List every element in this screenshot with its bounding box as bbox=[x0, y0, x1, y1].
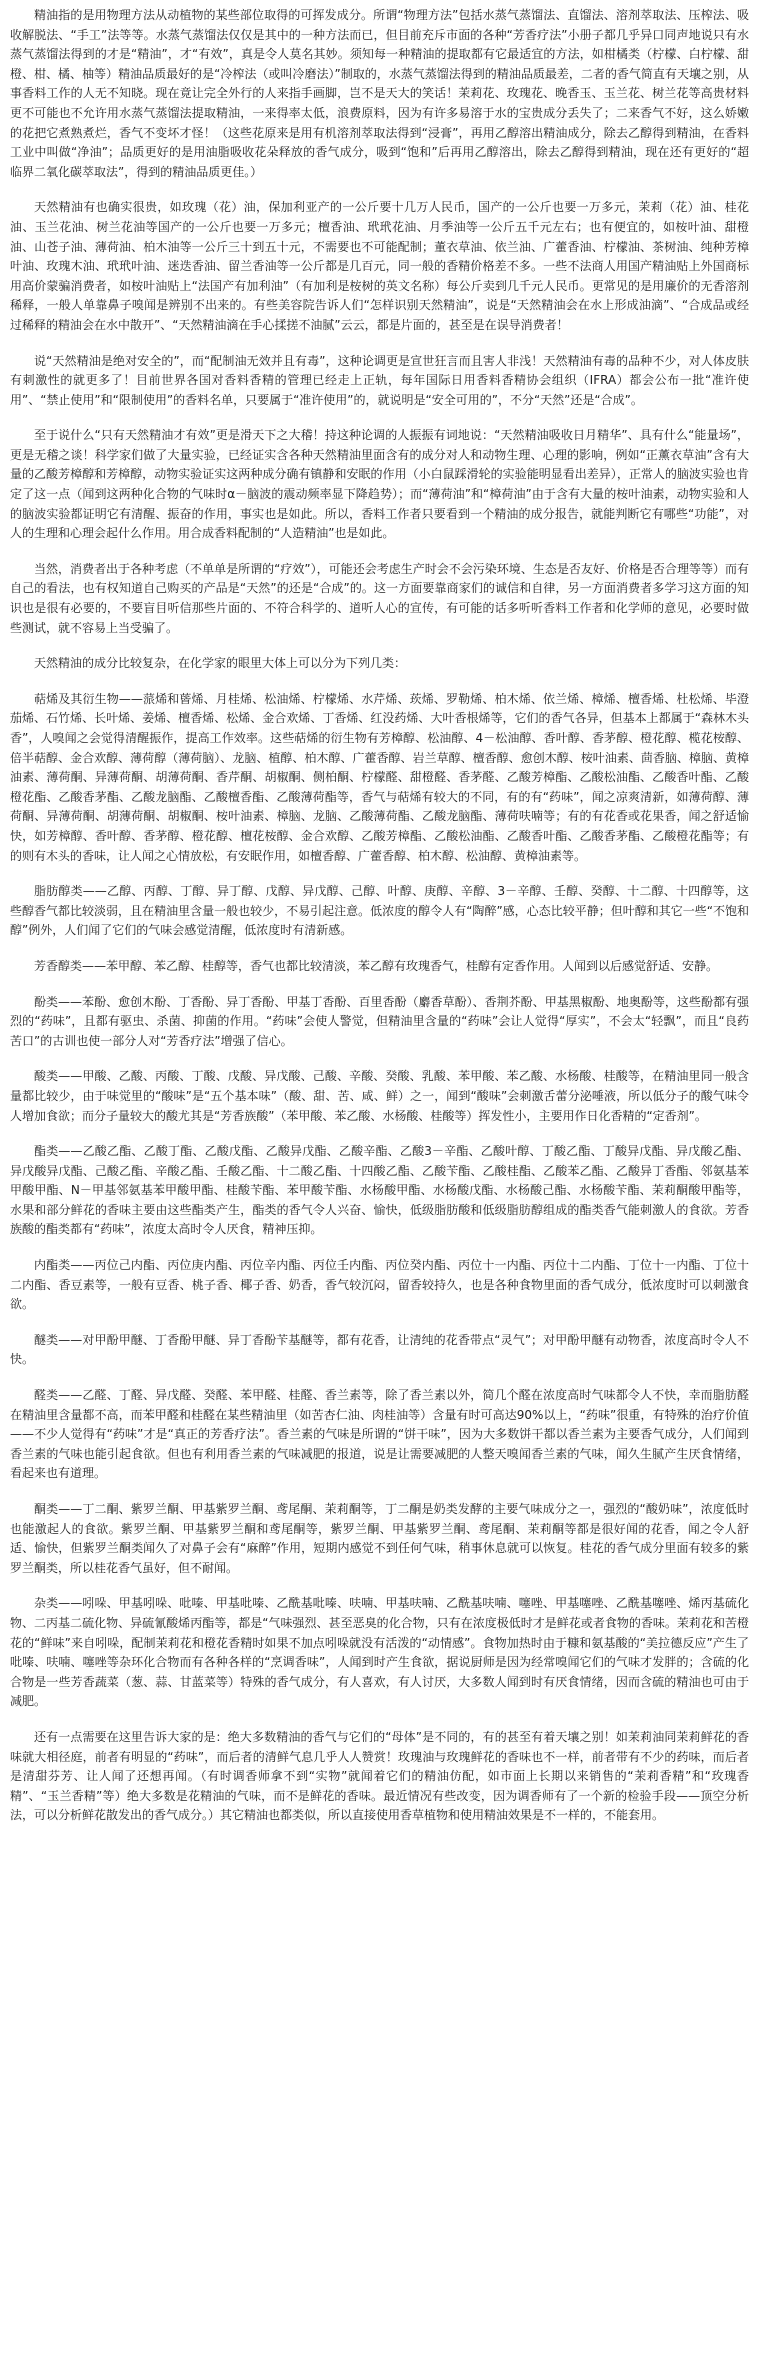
paragraph-esters: 酯类——乙酸乙酯、乙酸丁酯、乙酸戊酯、乙酸异戊酯、乙酸辛酯、乙酸3－辛酯、乙酸叶醇、丁酸乙酯、丁酸异戊酯、异戊酸乙酯、异戊酸异戊酯、己酸乙酯、辛酸乙酯、壬酸乙酯、十二酸乙酯、十四酸乙酯、乙酸苄酯、乙酸桂酯、乙酸苯乙酯、乙酸异丁香酯、邻氨基苯甲酸甲酯、N－甲基邻氨基苯甲酸甲酯、桂酸苄酯、苯甲酸苄酯、水杨酸甲酯、水杨酸戊酯、水杨酸己酯、水杨酸苄酯、茉莉酮酸甲酯等，水果和部分鲜花的香味主要由这些酯类产生，酯类的香气令人兴奋、愉快，低级脂肪酸和低级脂肪醇组成的酯类香气能刺激人的食欲。芳香族酸的酯类都有“药味”，浓度太高时令人厌食，精神压抑。 bbox=[10, 1144, 749, 1237]
paragraph-safety: 说“天然精油是绝对安全的”，而“配制油无效并且有毒”，这种论调更是宣世狂言而且害人非浅！天然精油有毒的品种不少，对人体皮肤有刺激性的就更多了！目前世界各国对香料香精的管理已经走上正轨，每年国际日用香料香精协会组织（IFRA）都会公布一批“准许使用”、“禁止使用”和“限制使用”的香料名单，只要属于“准许使用”的，就说明是“安全可用的”，不分“天然”还是“合成”。 bbox=[10, 353, 749, 407]
article-body bbox=[10, 6, 749, 1826]
paragraph-aliphatic-alcohols: 脂肪醇类——乙醇、丙醇、丁醇、异丁醇、戊醇、异戊醇、己醇、叶醇、庚醇、辛醇、3－辛醇、壬醇、癸醇、十二醇、十四醇等，这些醇香气都比较淡弱，且在精油里含量一般也较少，不易引起注意。低浓度的醇令人有“陶醉”感，心态比较平静；但叶醇和其它一些“不饱和醇”例外，人们闻了它们的气味会感觉清醒，低浓度时有清新感。 bbox=[10, 884, 749, 938]
paragraph-efficacy: 至于说什么“只有天然精油才有效”更是滑天下之大稽！持这种论调的人振振有词地说：“天然精油吸收日月精华”、具有什么“能量场”，更是无稽之谈！科学家们做了大量实验，已经证实含各种天然精油里面含有的成分对人和动物生理、心理的影响，例如“正薰衣草油”含有大量的乙酸芳樟醇和芳樟醇，动物实验证实这两种成分确有镇静和安眠的作用（小白鼠踩滑轮的实验能明显看出差异），正常人的脑波实验也肯定了这一点（闻到这两种化合物的气味时α－脑波的震动频率显下降趋势）；而“薄荷油”和“樟荷油”由于含有大量的桉叶油素，动物实验和人的脑波实验都证明它有清醒、振奋的作用，事实也是如此。所以，香料工作者只要看到一个精油的成分报告，就能判断它有哪些“功能”，对人的生理和心理会起什么作用。用合成香料配制的“人造精油”也是如此。 bbox=[10, 428, 749, 541]
paragraph-miscellaneous: 杂类——吲哚、甲基吲哚、吡嗪、甲基吡嗪、乙酰基吡嗪、呋喃、甲基呋喃、乙酰基呋喃、噻唑、甲基噻唑、乙酰基噻唑、烯丙基硫化物、二丙基二硫化物、异硫氰酸烯丙酯等，都是“气味强烈、甚至恶臭的化合物，只有在浓度极低时才是鲜花或者食物的香味。茉莉花和苦橙花的“鲜味”来自吲哚，配制茉莉花和橙花香精时如果不加点吲哚就没有活泼的“动情感”。食物加热时由于糠和氨基酸的“美拉德反应”产生了吡嗪、呋喃、噻唑等杂环化合物而有各种各样的“烹调香味”，人闻到时产生食欲，据说厨师是因为经常嗅闻它们的气味才发胖的；含硫的化合物是一些芳香蔬菜（葱、蒜、甘蓝菜等）特殊的香气成分，有人喜欢，有人讨厌，大多数人闻到时有厌食情绪，因而含硫的精油也可由于减肥。 bbox=[10, 1596, 749, 1709]
paragraph-ketones: 酮类——丁二酮、紫罗兰酮、甲基紫罗兰酮、鸢尾酮、茉莉酮等，丁二酮是奶类发酵的主要气味成分之一，强烈的“酸奶味”，浓度低时也能激起人的食欲。紫罗兰酮、甲基紫罗兰酮和鸢尾酮等，紫罗兰酮、甲基紫罗兰酮、鸢尾酮、茉莉酮等都是很好闻的花香，闻之令人舒适、愉快，但紫罗兰酮类闻久了对鼻子会有“麻醉”作用，短期内感觉不到任何气味，稍事休息就可以恢复。桂花的香气成分里面有较多的紫罗兰酮类，所以桂花香气虽好，但不耐闻。 bbox=[10, 1502, 749, 1575]
paragraph-fragrance-difference: 还有一点需要在这里告诉大家的是：绝大多数精油的香气与它们的“母体”是不同的，有的甚至有着天壤之别！如茉莉油同茉莉鲜花的香味就大相径庭，前者有明显的“药味”，而后者的清鲜气息几乎人人赞赏！玫瑰油与玫瑰鲜花的香味也不一样，前者带有不少的药味，而后者是清甜芬芳、让人闻了还想再闻。（有时调香师拿不到“实物”就闻着它们的精油仿配，如市面上长期以来销售的“茉莉香精”和“玫瑰香精”、“玉兰香精”等）绝大多数是花精油的气味，而不是鲜花的香味。最近情况有些改变，因为调香师有了一个新的检验手段——顶空分析法，可以分析鲜花散发出的香气成分。）其它精油也都类似，所以直接使用香草植物和使用精油效果是不一样的，不能套用。 bbox=[10, 1729, 749, 1823]
paragraph-phenols: 酚类——苯酚、愈创木酚、丁香酚、异丁香酚、甲基丁香酚、百里香酚（麝香草酚）、香荆芥酚、甲基黑椒酚、地奥酚等，这些酚都有强烈的“药味”，且都有驱虫、杀菌、抑菌的作用。“药味”会使人警觉，但精油里含量的“药味”会让人觉得“厚实”，不会太“轻飘”，而且“良药苦口”的古训也使一部分人对“芳香疗法”增强了信心。 bbox=[10, 994, 749, 1048]
paragraph-terpenes: 萜烯及其衍生物——蒎烯和蒈烯、月桂烯、松油烯、柠檬烯、水芹烯、莰烯、罗勒烯、柏木烯、依兰烯、樟烯、檀香烯、杜松烯、毕澄茄烯、石竹烯、长叶烯、姜烯、檀香烯、松烯、金合欢烯、丁香烯、红没药烯、大叶香根烯等，它们的香气各异，但基本上都属于“森林木头香”，人嗅闻之会觉得清醒振作，提高工作效率。这些萜烯的衍生物有芳樟醇、松油醇、4－松油醇、香叶醇、香茅醇、橙花醇、榄花桉醇、倍半萜醇、金合欢醇、薄荷醇（薄荷脑）、龙脑、植醇、柏木醇、广藿香醇、岩兰草醇、檀香醇、愈创木醇、桉叶油素、茴香脑、樟脑、黄樟油素、薄荷酮、异薄荷酮、胡薄荷酮、香芹酮、胡椒酮、侧柏酮、柠檬醛、甜橙醛、香茅醛、乙酸芳樟酯、乙酸松油酯、乙酸香叶酯、乙酸橙花酯、乙酸香茅酯、乙酸龙脑酯、乙酸檀香酯、乙酸薄荷酯等，香气与萜烯有较大的不同，有的有“药味”，闻之凉爽清新，如薄荷醇、薄荷酮、异薄荷酮、胡薄荷酮、胡椒酮、桉叶油素、樟脑、龙脑、乙酸薄荷酯、乙酸龙脑酯、薄荷呋喃等；有的有花香或花果香，闻之舒适愉快，如芳樟醇、香叶醇、香茅醇、橙花醇、檀花桉醇、金合欢醇、乙酸芳樟酯、乙酸松油酯、乙酸香叶酯、乙酸香茅酯、乙酸橙花酯等；有的则有木头的香味，让人闻之心情放松，有安眠作用，如檀香醇、广藿香醇、柏木醇、松油醇、黄樟油素等。 bbox=[10, 691, 749, 863]
paragraph-ethers: 醚类——对甲酚甲醚、丁香酚甲醚、异丁香酚苄基醚等，都有花香，让清纯的花香带点“灵气”；对甲酚甲醚有动物香，浓度高时令人不快。 bbox=[10, 1332, 749, 1367]
paragraph-extraction-methods: 精油指的是用物理方法从动植物的某些部位取得的可挥发成分。所谓“物理方法”包括水蒸气蒸馏法、直馏法、溶剂萃取法、压榨法、吸收解脱法、“手工”法等等。水蒸气蒸馏法仅仅是其中的一种方法而已，但目前充斥市面的各种“芳香疗法”小册子都几乎异口同声地说只有水蒸气蒸馏法得到的才是“精油”，才“有效”，真是令人莫名其妙。须知每一种精油的提取都有它最适宜的方法，如柑橘类（柠檬、白柠檬、甜橙、柑、橘、柚等）精油品质最好的是“冷榨法（或叫冷磨法）”制取的，水蒸气蒸馏法得到的精油品质最差，二者的香气简直有天壤之别，从事香料工作的人无不知晓。现在竟让完全外行的人来指手画脚，岂不是天大的笑话！茉莉花、玫瑰花、晚香玉、玉兰花、树兰花等高贵材料更不可能也不允许用水蒸气蒸馏法提取精油，一来得率太低，浪费原料，因为有许多易溶于水的宝贵成分丢失了；二来香气不好，这么娇嫩的花把它煮熟煮烂，香气不变坏才怪！（这些花原来是用有机溶剂萃取法得到“浸膏”，再用乙醇溶出精油成分，除去乙醇得到精油，在香料工业中叫做“净油”；品质更好的是用油脂吸收花朵释放的香气成分，吸到“饱和”后再用乙醇溶出，除去乙醇得到精油，现在还有更好的“超临界二氧化碳萃取法”，得到的精油品质更佳。） bbox=[10, 8, 749, 179]
paragraph-consumer-choice: 当然，消费者出于各种考虑（不单单是所谓的“疗效”），可能还会考虑生产时会不会污染环境、生态是否友好、价格是否合理等等）而有自己的看法，也有权知道自己购买的产品是“天然”的还是“合成”的。这一方面要靠商家们的诚信和自律，另一方面消费者多学习这方面的知识也是很有必要的，不要盲目听信那些片面的、不符合科学的、道听人心的宣传，有可能的话多听听香料工作者和化学师的意见，必要时做些测试，就不容易上当受骗了。 bbox=[10, 561, 749, 635]
paragraph-aldehydes: 醛类——乙醛、丁醛、异戊醛、癸醛、苯甲醛、桂醛、香兰素等，除了香兰素以外，简几个醛在浓度高时气味都令人不快，幸而脂肪醛在精油里含量都不高，而苯甲醛和桂醛在某些精油里（如苦杏仁油、肉桂油等）含量有时可高达90%以上，“药味”很重，有特殊的治疗价值——不少人觉得有“药味”才是“真正的芳香疗法”。香兰素的气味是所谓的“饼干味”，因为大多数饼干都以香兰素为主要香气成分，人们闻到香兰素的气味也能引起食欲。但也有利用香兰素的气味减肥的报道，说是让需要减肥的人整天嗅闻香兰素的气味，闻久生腻产生厌食情绪，看起来也有道理。 bbox=[10, 1388, 749, 1481]
paragraph-lactones: 内酯类——丙位己内酯、丙位庚内酯、丙位辛内酯、丙位壬内酯、丙位癸内酯、丙位十一内酯、丙位十二内酯、丁位十一内酯、丁位十二内酯、香豆素等，一般有豆香、桃子香、椰子香、奶香，香气较沉闷，留香较持久，也是各种食物里面的香气成分，低浓度时可以刺激食欲。 bbox=[10, 1258, 749, 1312]
paragraph-acids: 酸类——甲酸、乙酸、丙酸、丁酸、戊酸、异戊酸、己酸、辛酸、癸酸、乳酸、苯甲酸、苯乙酸、水杨酸、桂酸等，在精油里同一般含量都比较少，由于味觉里的“酸味”是“五个基本味”（酸、甜、苦、咸、鲜）之一，闻到“酸味”会刺激舌蕾分泌唾液，所以低分子的酸气味令人增加食欲；而分子量较大的酸尤其是“芳香族酸”（苯甲酸、苯乙酸、水杨酸、桂酸等）挥发性小，主要用作日化香精的“定香剂”。 bbox=[10, 1069, 749, 1123]
paragraph-price: 天然精油有也确实很贵，如玫瑰（花）油，保加利亚产的一公斤要十几万人民币，国产的一公斤也要一万多元，茉莉（花）油、桂花油、玉兰花油、树兰花油等国产的一公斤也要一万多元；檀香油、玳玳花油、月季油等一公斤五千元左右；也有便宜的，如桉叶油、甜橙油、山苍子油、薄荷油、柏木油等一公斤三十到五十元，不需要也不可能配制；董衣草油、依兰油、广藿香油、柠檬油、茶树油、纯种芳樟叶油、玫瑰木油、玳玳叶油、迷迭香油、留兰香油等一公斤都是几百元，同一般的香精价格差不多。一些不法商人用国产精油贴上外国商标用高价蒙骗消费者，如桉叶油贴上“法国产有加利油”（有加利是桉树的英文名称）每公斤卖到几千元人民币。更常见的是用廉价的无香溶剂稀释，一般人单靠鼻子嗅闻是辨别不出来的。有些美容院告诉人们“怎样识别天然精油”，说是“天然精油会在水上形成油滴”、“合成品或经过稀释的精油会在水中散开”、“天然精油滴在手心揉搓不油腻”云云，都是片面的，甚至是在误导消费者！ bbox=[10, 200, 749, 332]
paragraph-composition-intro: 天然精油的成分比较复杂，在化学家的眼里大体上可以分为下列几类： bbox=[34, 656, 407, 671]
paragraph-aromatic-alcohols: 芳香醇类——苯甲醇、苯乙醇、桂醇等，香气也都比较清淡，苯乙醇有玫瑰香气，桂醇有定香作用。人闻到以后感觉舒适、安静。 bbox=[34, 958, 719, 973]
